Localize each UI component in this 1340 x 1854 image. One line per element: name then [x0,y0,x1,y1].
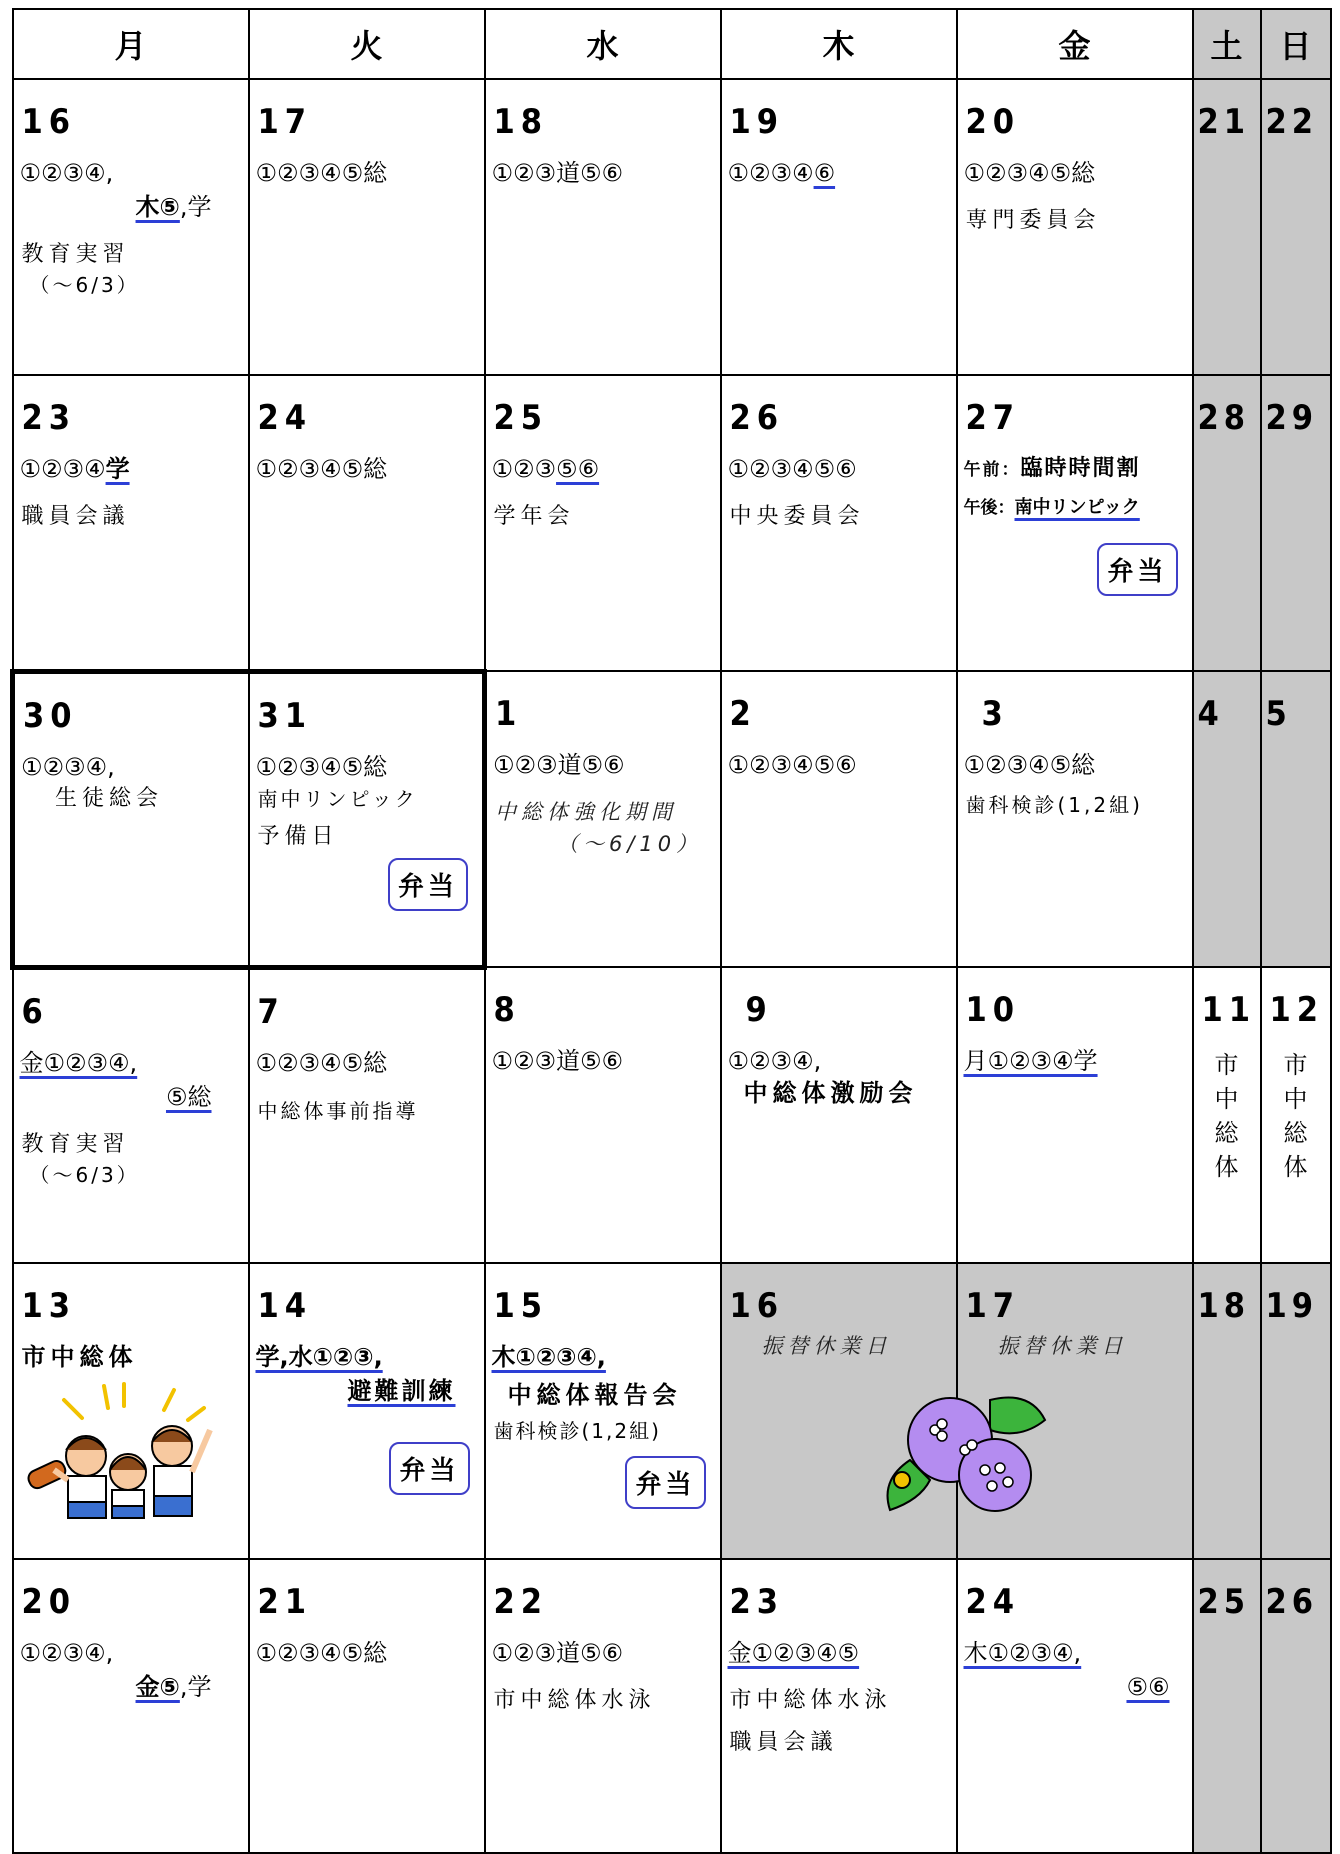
italic-event: （～6/10） [557,832,703,856]
day-cell [249,967,485,1263]
pm-line [964,491,1192,525]
week-row-4 [13,967,1331,1263]
am-text: 臨時時間割 [1020,456,1141,481]
period-suffix: ,学 [179,193,212,221]
period-text: ①②③④ [19,455,106,483]
event-text: 職員会議 [729,1730,838,1755]
day-number: 16 [21,102,77,142]
period-line [20,1046,248,1080]
day-number: 18 [493,102,549,142]
day-number: 30 [23,695,78,736]
changed-event: 避難訓練 [347,1377,456,1405]
day-number: 4 [1197,694,1224,734]
changed-period: 学 [105,455,130,483]
period-line [964,1636,1192,1670]
day-cell [249,671,485,967]
period-line: ①②③④⑤総 [255,1639,388,1667]
day-cell [485,967,721,1263]
vertical-char: 体 [1283,1153,1308,1181]
vertical-char: 市 [1214,1051,1239,1079]
period-line: ①②③道⑤⑥ [491,1047,624,1075]
period-line [20,1670,212,1704]
week-row-5 [13,1263,1331,1559]
weekend-cell [1261,1559,1331,1853]
period-line [256,1374,456,1408]
vertical-char: 体 [1214,1153,1239,1181]
day-number: 26 [729,398,785,438]
event-text: 中総体激励会 [743,1079,918,1107]
day-number: 13 [21,1286,77,1326]
day-cell [13,671,249,967]
period-line: ①②③④, [727,1047,822,1075]
day-cell [721,375,957,671]
changed-period: ⑥ [813,159,836,187]
weekday-header-row [13,9,1331,79]
day-number: 29 [1265,398,1319,438]
header-sunday: 日 [1261,9,1331,79]
period-line [256,1340,484,1374]
day-number: 25 [493,398,549,438]
day-number: 21 [1197,102,1251,142]
period-line: ①②③④⑤総 [963,751,1096,779]
weekend-cell [1261,375,1331,671]
event-text: 南中リンピック [257,786,418,811]
event-text: 歯科検診(1,2組) [493,1419,661,1443]
weekend-cell [1193,375,1261,671]
day-number: 1 [495,694,523,734]
header-wednesday: 水 [485,9,721,79]
event-text: 歯科検診(1,2組) [965,793,1143,817]
bento-badge: 弁当 [1097,543,1177,596]
day-number: 27 [965,398,1021,438]
period-line: ①②③④, [19,1639,114,1667]
event-text: 市中総体水泳 [493,1688,656,1713]
period-line: ①②③④, [21,752,115,781]
bento-wrap [958,543,1178,596]
weekend-cell [1193,1559,1261,1853]
day-cell [485,375,721,671]
day-cell [13,1263,249,1559]
bento-badge: 弁当 [389,1442,469,1495]
am-line [964,452,1192,487]
event-text: （～6/3） [29,1162,140,1187]
day-cell [957,967,1193,1263]
day-cell [249,79,485,375]
weekend-cell [1193,1263,1261,1559]
day-number: 21 [257,1582,313,1622]
day-number: 26 [1265,1582,1319,1622]
header-monday: 月 [13,9,249,79]
day-cell [957,79,1193,375]
week-row-6 [13,1559,1331,1853]
period-line [20,452,248,486]
event-text: 中総体報告会 [507,1381,682,1409]
event-text: 教育実習 [21,242,130,267]
changed-period: ⑤⑥ [1126,1673,1170,1701]
day-cell [721,1559,957,1853]
bento-badge: 弁当 [625,1456,705,1509]
day-number: 5 [1265,694,1292,734]
day-number: 25 [1197,1582,1251,1622]
weekend-cell [1261,1263,1331,1559]
day-number: 24 [965,1582,1021,1622]
italic-event: 中総体強化期間 [495,800,677,824]
day-number: 15 [493,1286,549,1326]
changed-period: 月①②③④学 [963,1047,1098,1075]
bento-wrap [250,1442,470,1495]
period-line: ①②③④, [19,159,114,187]
changed-period: 木①②③④, [963,1639,1082,1667]
period-line [964,1044,1192,1078]
weekend-cell [1261,967,1331,1263]
event-text: 市中総体 [21,1343,138,1371]
vertical-event [1194,1048,1260,1184]
day-number: 19 [729,102,785,142]
day-number: 28 [1197,398,1251,438]
day-cell [249,375,485,671]
period-line: ①②③④⑤総 [255,159,388,187]
day-cell [485,1263,721,1559]
changed-period: 木⑤ [135,193,180,221]
day-number: 31 [257,695,313,736]
am-label: 午前： [963,460,1021,480]
italic-event: 振替休業日 [997,1334,1128,1358]
event-text: 中央委員会 [729,504,865,529]
hydrangea-illustration [880,1390,1060,1520]
day-number: 22 [1265,102,1319,142]
day-number: 18 [1197,1286,1251,1326]
day-number: 8 [493,990,521,1030]
week-row-3 [13,671,1331,967]
day-number: 20 [21,1582,77,1622]
period-line: ①②③道⑤⑥ [491,159,624,187]
period-line: ①②③道⑤⑥ [493,751,625,779]
pm-text: 南中リンピック [1014,497,1140,518]
week-row-1 [13,79,1331,375]
period-line [20,190,212,224]
changed-period: 金①②③④, [19,1048,138,1077]
weekend-cell [1261,671,1331,967]
changed-period: 学,水①②③, [255,1343,383,1371]
period-text: ①②③④ [727,159,814,187]
day-number: 7 [257,991,285,1032]
day-number: 6 [21,991,49,1032]
event-text: 教育実習 [21,1131,130,1157]
period-line: ①②③④⑤総 [255,1048,388,1077]
day-number: 10 [965,990,1021,1030]
changed-period: 金⑤ [135,1673,180,1701]
day-cell [249,1559,485,1853]
day-cell [485,671,721,967]
day-number: 19 [1265,1286,1319,1326]
day-number: 24 [257,398,313,438]
event-text: （～6/3） [29,273,140,297]
day-cell [249,1263,485,1559]
changed-period: ⑤総 [165,1082,212,1111]
period-line: ①②③④⑤⑥ [727,455,857,483]
period-line: ①②③④⑤⑥ [727,751,857,779]
bento-wrap [250,858,469,911]
period-suffix: ,学 [179,1673,212,1701]
header-thursday: 木 [721,9,957,79]
vertical-event [1262,1048,1330,1184]
day-cell [13,1559,249,1853]
vertical-char: 市 [1283,1051,1308,1079]
header-friday: 金 [957,9,1193,79]
changed-period: ⑤⑥ [556,455,600,483]
day-cell [721,967,957,1263]
period-line: ①②③④⑤総 [963,159,1096,187]
period-line: ①②③④⑤総 [255,752,388,781]
changed-period: 金①②③④⑤ [727,1639,860,1667]
day-cell [957,375,1193,671]
day-cell [485,79,721,375]
day-number: 22 [493,1582,549,1622]
day-cell [721,671,957,967]
day-cell [485,1559,721,1853]
vertical-char: 総 [1214,1119,1239,1147]
period-line [492,1340,720,1374]
period-line [20,1080,212,1114]
weekend-cell [1193,671,1261,967]
day-cell [13,967,249,1263]
event-text: 職員会議 [21,504,130,529]
day-number: 12 [1269,990,1325,1030]
monthly-schedule-calendar [10,8,1332,1854]
day-number: 3 [981,694,1009,734]
day-number: 23 [21,398,77,438]
event-text: 中総体事前指導 [257,1098,419,1123]
header-tuesday: 火 [249,9,485,79]
event-text: 生徒総会 [55,785,164,811]
weekend-cell [1193,967,1261,1263]
period-line: ①②③④⑤総 [255,455,388,483]
period-line [728,156,956,190]
day-number: 14 [257,1286,313,1326]
bento-wrap [486,1456,706,1509]
day-number: 20 [965,102,1021,142]
vertical-char: 総 [1283,1119,1308,1147]
event-text: 専門委員会 [965,208,1101,233]
period-line [492,452,720,486]
period-line: ①②③道⑤⑥ [491,1639,624,1667]
day-cell [721,79,957,375]
bento-badge: 弁当 [388,858,468,911]
day-cell [13,375,249,671]
changed-period: 木①②③④, [491,1343,606,1371]
day-number: 17 [257,102,313,142]
cheering-students-illustration [24,1380,224,1520]
day-cell [957,1559,1193,1853]
period-line [964,1670,1170,1704]
weekend-cell [1261,79,1331,375]
day-cell [957,671,1193,967]
vertical-char: 中 [1214,1085,1239,1113]
period-text: ①②③ [491,455,557,483]
weekend-cell [1193,79,1261,375]
day-number: 11 [1201,990,1257,1030]
italic-event: 振替休業日 [761,1334,892,1358]
day-number: 9 [745,990,773,1030]
week-row-2 [13,375,1331,671]
event-text: 市中総体水泳 [729,1688,892,1713]
day-number: 17 [965,1286,1021,1326]
pm-label: 午後： [963,498,1015,518]
day-cell [13,79,249,375]
period-line [728,1636,956,1670]
header-saturday: 土 [1193,9,1261,79]
event-text: 学年会 [493,504,575,529]
event-text: 予備日 [257,823,339,849]
day-number: 23 [729,1582,785,1622]
day-number: 2 [729,694,757,734]
vertical-char: 中 [1283,1085,1308,1113]
day-number: 16 [729,1286,785,1326]
